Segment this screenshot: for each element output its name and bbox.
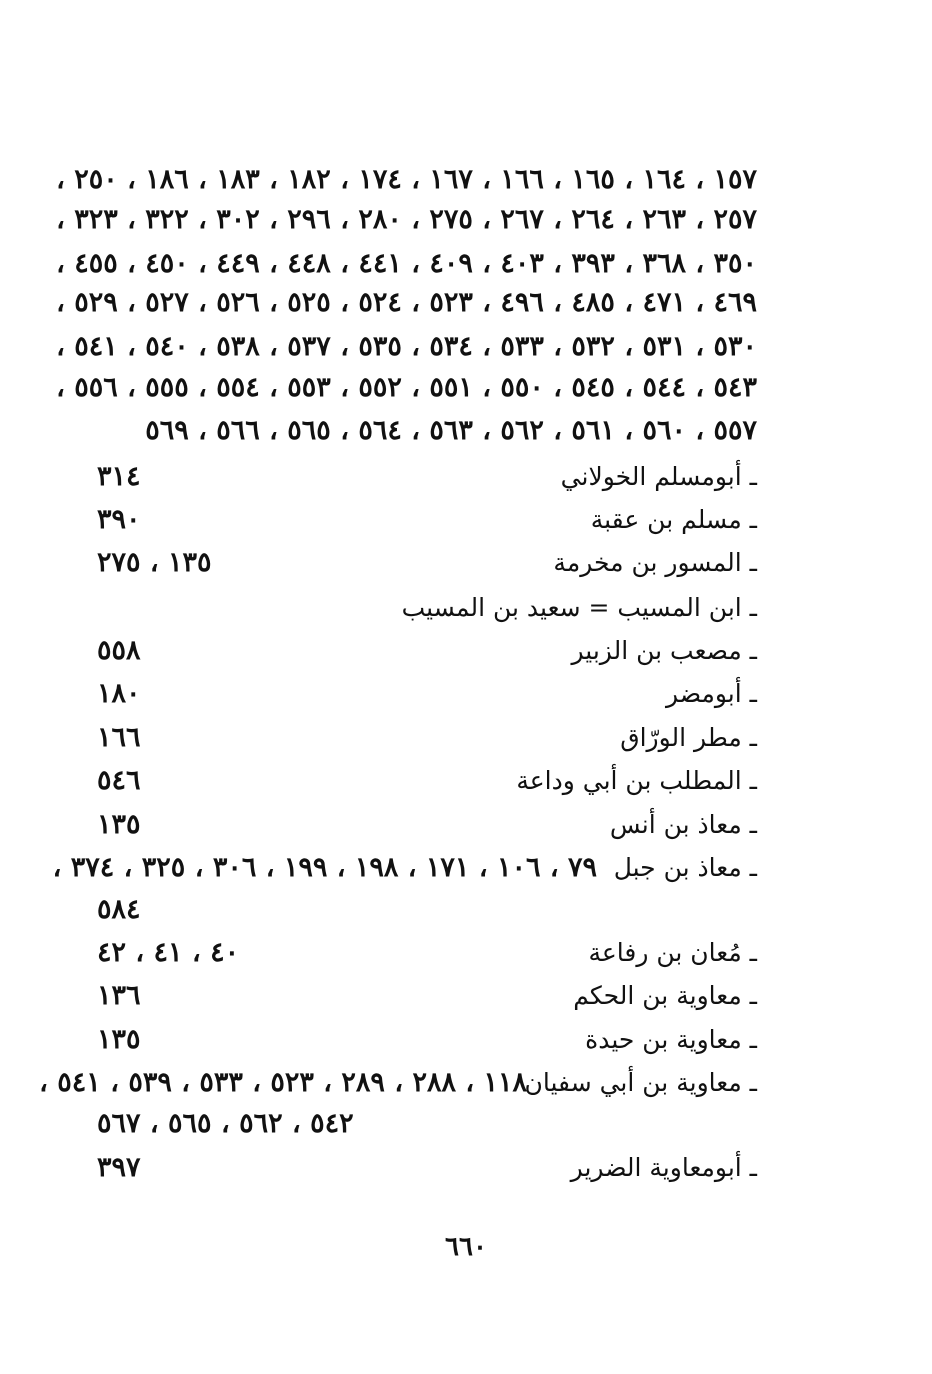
entry-pages: ٣٩٠ (97, 504, 141, 535)
entry-name: ـ ابن المسيب = سعيد بن المسيب (401, 593, 757, 622)
entry-pages-continuation: ٥٨٤ (97, 894, 141, 925)
entry-name: ـ معاذ بن جبل (613, 853, 757, 882)
entry-name: ـ المسور بن مخرمة (553, 548, 757, 577)
index-entry (97, 543, 757, 583)
entry-name: ـ مطر الورّاق (620, 723, 757, 752)
entry-pages: ١٦٦ (97, 722, 141, 753)
entry-name: ـ أبومعاوية الضرير (570, 1153, 757, 1182)
entry-pages: ١١٨ ، ٢٨٨ ، ٢٨٩ ، ٥٢٣ ، ٥٣٣ ، ٥٣٩ ، ٥٤١ ، (39, 1067, 527, 1098)
continuation-line: ٥٥٧ ، ٥٦٠ ، ٥٦١ ، ٥٦٢ ، ٥٦٣ ، ٥٦٤ ، ٥٦٥ ، ٥٦٦ ، ٥٦٩ (145, 415, 757, 446)
entry-name: ـ معاوية بن أبي سفيان (524, 1068, 757, 1097)
index-entry (97, 588, 757, 628)
entry-name: ـ أبومسلم الخولاني (560, 462, 757, 491)
entry-pages: ٧٩ ، ١٠٦ ، ١٧١ ، ١٩٨ ، ١٩٩ ، ٣٠٦ ، ٣٢٥ ، ٣٧٤ ، (52, 852, 597, 883)
entry-pages: ٥٤٦ (97, 765, 141, 796)
continuation-line: ٥٤٣ ، ٥٤٤ ، ٥٤٥ ، ٥٥٠ ، ٥٥١ ، ٥٥٢ ، ٥٥٣ ، ٥٥٤ ، ٥٥٥ ، ٥٥٦ ، (56, 372, 757, 403)
entry-name: ـ المطلب بن أبي وداعة (516, 766, 757, 795)
entry-pages: ١٣٥ (97, 1024, 141, 1055)
index-entry (97, 933, 757, 973)
page-number: ٦٦٠ (445, 1232, 487, 1262)
index-entry (97, 805, 757, 845)
index-entry (97, 500, 757, 540)
entry-pages: ١٣٥ ، ٢٧٥ (97, 547, 212, 578)
entry-name: ـ مسلم بن عقبة (590, 505, 757, 534)
index-entry-continuation (97, 1104, 757, 1144)
index-entry (97, 718, 757, 758)
entry-name: ـ معاذ بن أنس (609, 810, 757, 839)
entry-pages: ٣٩٧ (97, 1152, 141, 1183)
entry-pages-continuation: ٥٤٢ ، ٥٦٢ ، ٥٦٥ ، ٥٦٧ (97, 1108, 354, 1139)
index-entry (97, 761, 757, 801)
index-entry (52, 848, 757, 888)
index-entry (97, 1148, 757, 1188)
entry-pages: ١٨٠ (97, 678, 141, 709)
entry-name: ـ أبومضر (666, 679, 757, 708)
index-entry (97, 976, 757, 1016)
entry-pages: ٣١٤ (97, 461, 141, 492)
continuation-line: ٥٣٠ ، ٥٣١ ، ٥٣٢ ، ٥٣٣ ، ٥٣٤ ، ٥٣٥ ، ٥٣٧ ، ٥٣٨ ، ٥٤٠ ، ٥٤١ ، (56, 331, 757, 362)
index-entry (97, 674, 757, 714)
continuation-line: ٤٦٩ ، ٤٧١ ، ٤٨٥ ، ٤٩٦ ، ٥٢٣ ، ٥٢٤ ، ٥٢٥ ، ٥٢٦ ، ٥٢٧ ، ٥٢٩ ، (56, 287, 757, 318)
continuation-line: ٢٥٧ ، ٢٦٣ ، ٢٦٤ ، ٢٦٧ ، ٢٧٥ ، ٢٨٠ ، ٢٩٦ ، ٣٠٢ ، ٣٢٢ ، ٣٢٣ ، (56, 204, 757, 235)
entry-name: ـ مُعان بن رفاعة (588, 938, 757, 967)
entry-name: ـ مصعب بن الزبير (571, 636, 757, 665)
entry-name: ـ معاوية بن الحكم (573, 981, 757, 1010)
index-entry (97, 1020, 757, 1060)
entry-name: ـ معاوية بن حيدة (585, 1025, 757, 1054)
continuation-line: ١٥٧ ، ١٦٤ ، ١٦٥ ، ١٦٦ ، ١٦٧ ، ١٧٤ ، ١٨٢ ، ١٨٣ ، ١٨٦ ، ٢٥٠ ، (56, 164, 757, 195)
entry-pages: ٤٠ ، ٤١ ، ٤٢ (97, 937, 240, 968)
index-entry-continuation (97, 890, 757, 930)
entry-pages: ١٣٦ (97, 980, 141, 1011)
continuation-line: ٣٥٠ ، ٣٦٨ ، ٣٩٣ ، ٤٠٣ ، ٤٠٩ ، ٤٤١ ، ٤٤٨ ، ٤٤٩ ، ٤٥٠ ، ٤٥٥ ، (56, 248, 757, 279)
index-entry (39, 1063, 757, 1103)
index-entry (97, 457, 757, 497)
entry-pages: ١٣٥ (97, 809, 141, 840)
entry-pages: ٥٥٨ (97, 635, 141, 666)
index-entry (97, 631, 757, 671)
